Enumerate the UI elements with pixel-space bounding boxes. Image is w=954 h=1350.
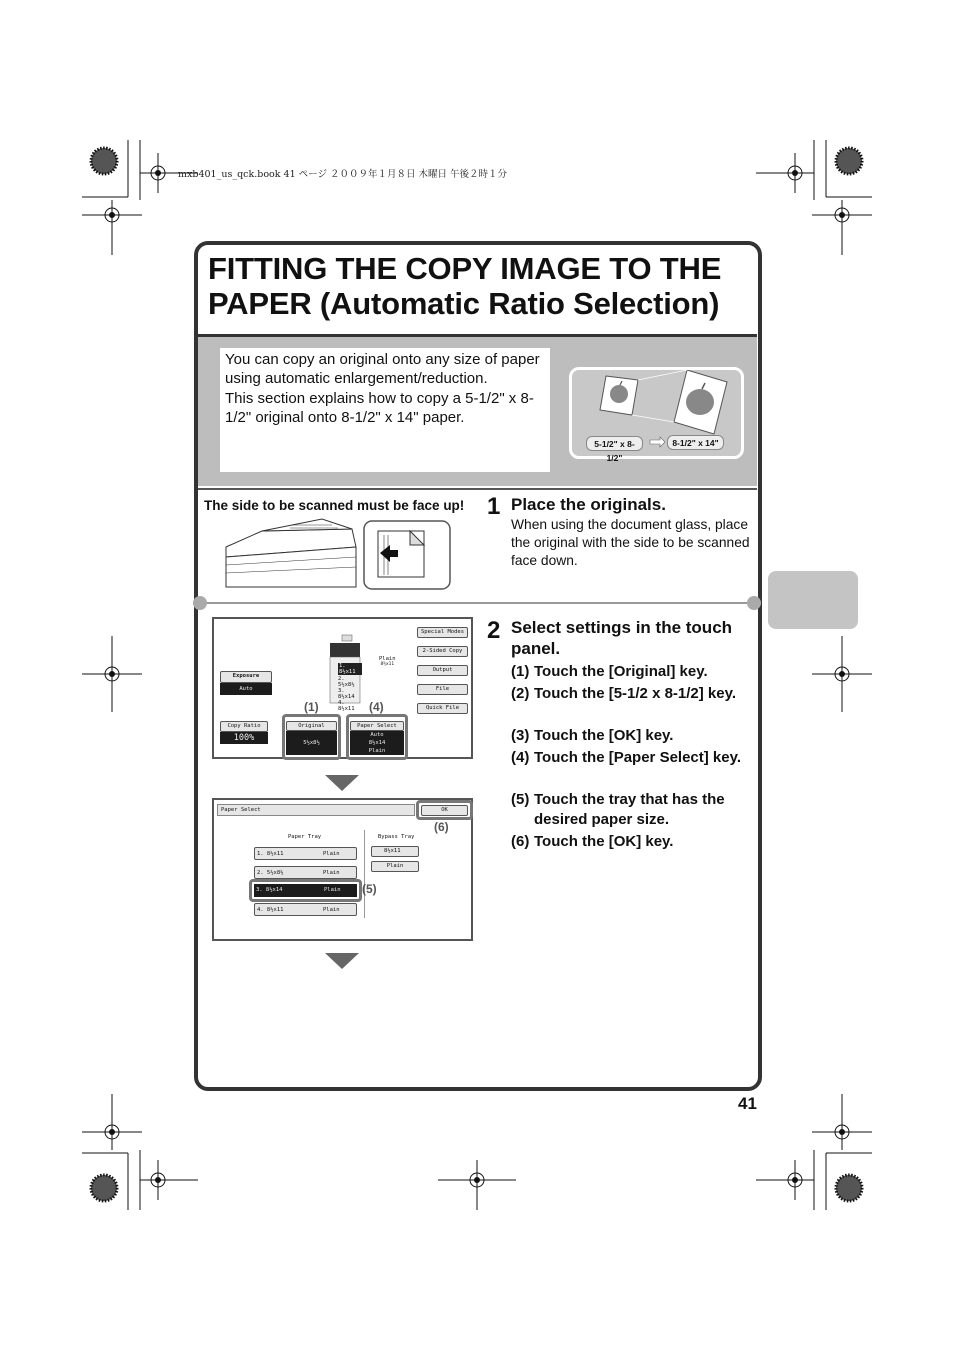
paper-select-size: 8½x14 <box>368 740 386 746</box>
quick-file-key[interactable]: Quick File <box>417 703 468 714</box>
copy-mode-screen <box>212 617 473 759</box>
copy-ratio-value: 100% <box>220 732 268 744</box>
output-key[interactable]: Output <box>417 665 468 676</box>
copier-scanner-illustration <box>222 517 454 591</box>
step-1-body: When using the document glass, place the original with the side to be scanned face down. <box>511 517 750 568</box>
bypass-type-button[interactable]: Plain <box>371 861 419 872</box>
page-title: FITTING THE COPY IMAGE TO THE PAPER (Automatic Ratio Selection) <box>208 251 722 321</box>
plain-paper-size: 8½x11 <box>380 662 395 667</box>
exposure-key[interactable]: Exposure <box>220 671 272 683</box>
intro-paragraph-1: You can copy an original onto any size of paper using automatic enlargement/reduction. <box>225 351 540 388</box>
tray-4-button[interactable]: 4. 8½x11 Plain <box>254 903 357 916</box>
intro-divider <box>198 488 757 490</box>
paper-select-auto: Auto <box>370 732 384 738</box>
paper-select-key[interactable]: Paper Select <box>350 721 404 731</box>
tray-2-button[interactable]: 2. 5½x8½ Plain <box>254 866 357 879</box>
substep-1: (1) Touch the [Original] key. <box>511 663 708 680</box>
paper-select-title-bar: Paper Select <box>217 804 415 816</box>
from-size-label: 5-1/2" x 8-1/2" <box>586 436 643 451</box>
divider-dot-right <box>747 596 761 610</box>
book-header-line: mxb401_us_qck.book 41 ページ ２００９年１月８日 木曜日 午後２時１分 <box>178 169 508 180</box>
substep-4: (4) Touch the [Paper Select] key. <box>511 749 742 766</box>
tray-list-item-2: 2. 5½x8½ <box>338 676 355 688</box>
two-sided-copy-key[interactable]: 2-Sided Copy <box>417 646 468 657</box>
arrow-down-icon-2 <box>325 953 359 969</box>
special-modes-key[interactable]: Special Modes <box>417 627 468 638</box>
step-1-number: 1 <box>487 493 501 520</box>
scan-face-up-note: The side to be scanned must be face up! <box>204 498 465 513</box>
step-1-heading: Place the originals. <box>511 495 666 514</box>
paper-tray-label: Paper Tray <box>288 834 322 840</box>
copy-ratio-key[interactable]: Copy Ratio <box>220 721 268 732</box>
step-divider <box>198 602 757 604</box>
paper-select-value <box>350 731 404 755</box>
paper-select-type: Plain <box>368 748 386 754</box>
ok-button[interactable]: OK <box>421 805 468 816</box>
substep-2: (2) Touch the [5-1/2 x 8-1/2] key. <box>511 685 737 702</box>
tray-list-item-4: 4. 8½x11 <box>338 700 355 712</box>
chapter-tab <box>768 571 858 629</box>
tray-list-item-1: 1. 8½x11 <box>338 663 362 675</box>
plain-paper-label: Plain <box>379 656 396 662</box>
exposure-value: Auto <box>220 683 272 695</box>
to-size-label: 8-1/2" x 14" <box>667 435 724 450</box>
file-key[interactable]: File <box>417 684 468 695</box>
original-key[interactable]: Original <box>286 721 337 731</box>
tray-3-button[interactable]: 3. 8½x14 Plain <box>254 884 357 897</box>
original-value: 5½x8½ <box>286 731 337 755</box>
callout-4: (4) <box>369 700 384 714</box>
size-illustration <box>569 367 744 463</box>
intro-text-box <box>220 348 550 472</box>
substep-6: (6) Touch the [OK] key. <box>511 833 674 850</box>
intro-paragraph-2: This section explains how to copy a 5-1/2" x 8-1/2" original onto 8-1/2" x 14" paper. <box>225 389 534 426</box>
callout-6: (6) <box>434 820 449 834</box>
tray-divider <box>364 830 365 918</box>
tray-list-item-3: 3. 8½x14 <box>338 688 355 700</box>
tray-1-button[interactable]: 1. 8½x11 Plain <box>254 847 357 860</box>
substep-5: (5) Touch the tray that has the desired paper size. <box>511 791 725 828</box>
bypass-size-button[interactable]: 8½x11 <box>371 846 419 857</box>
step-2-heading: Select settings in the touch panel. <box>511 618 733 658</box>
bypass-tray-label: Bypass Tray <box>378 834 415 840</box>
page-number: 41 <box>738 1094 757 1113</box>
substep-3: (3) Touch the [OK] key. <box>511 727 674 744</box>
callout-5: (5) <box>362 882 377 896</box>
callout-1: (1) <box>304 700 319 714</box>
arrow-down-icon <box>325 775 359 791</box>
paper-select-screen <box>212 798 473 941</box>
step-2-number: 2 <box>487 617 501 644</box>
divider-dot-left <box>193 596 207 610</box>
